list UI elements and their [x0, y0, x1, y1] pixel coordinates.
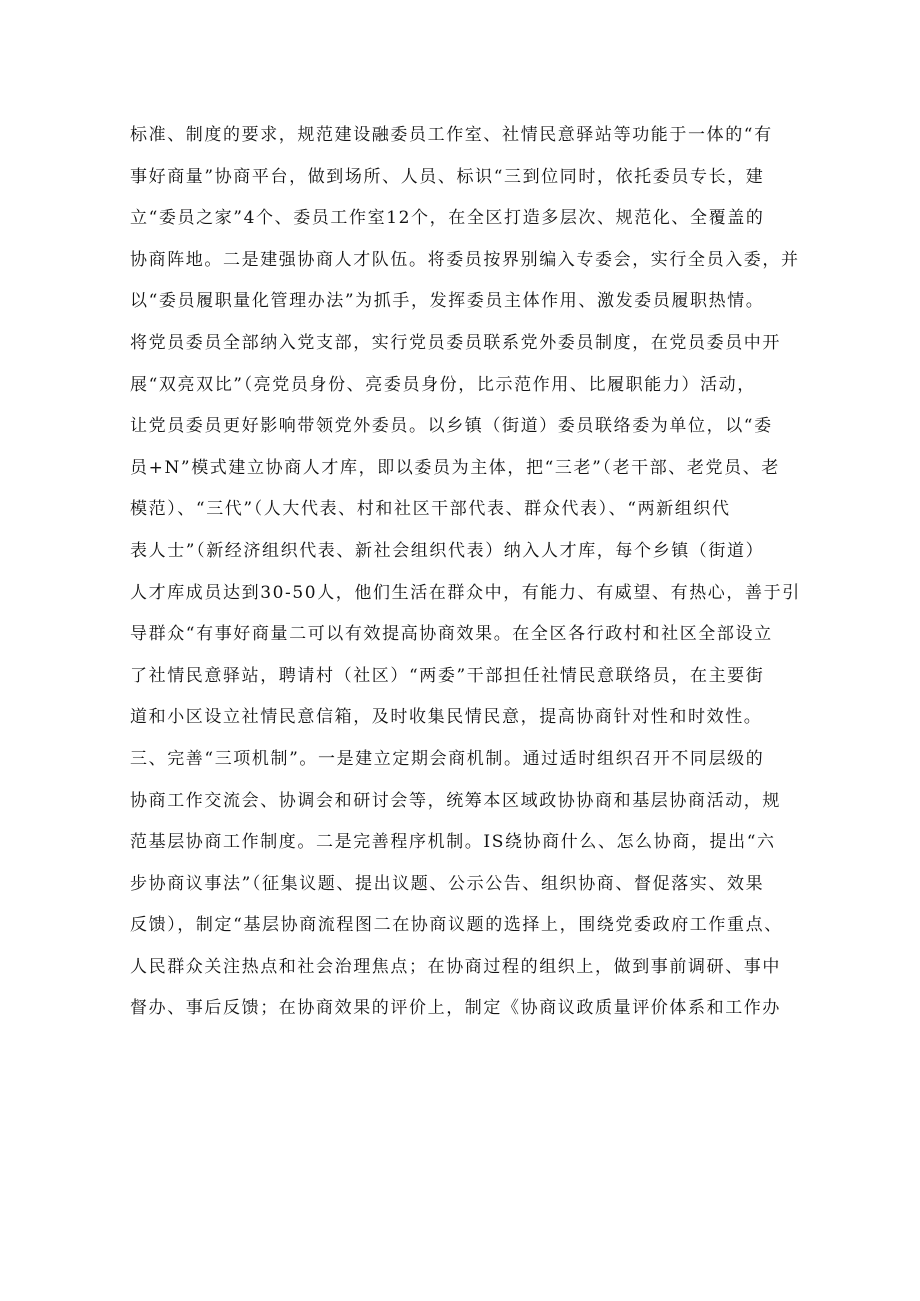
text-line: 事好商量”协商平台，做到场所、人员、标识“三到位同时，依托委员专长，建	[130, 166, 765, 187]
text-line: 了社情民意驿站，聘请村（社区）“两委”干部担任社情民意联络员，在主要街	[130, 665, 765, 686]
text-line: 反馈），制定“基层协商流程图二在协商议题的选择上，围绕党委政府工作重点、	[130, 915, 783, 936]
text-line: 人民群众关注热点和社会治理焦点；在协商过程的组织上，做到事前调研、事中	[130, 956, 781, 977]
text-line: 立“委员之家”4个、委员工作室12个，在全区打造多层次、规范化、全覆盖的	[130, 208, 765, 229]
text-line: 步协商议事法”（征集议题、提出议题、公示公告、组织协商、督促落实、效果	[130, 873, 765, 894]
text-line: 标准、制度的要求，规范建设融委员工作室、社情民意驿站等功能于一体的“有	[130, 125, 773, 145]
text-line: 员+N”模式建立协商人才库，即以委员为主体，把“三老”（老干部、老党员、老	[130, 457, 780, 478]
text-line: 协商阵地。二是建强协商人才队伍。将委员按界别编入专委会，实行全员入委，并	[130, 249, 800, 270]
text-line: 范基层协商工作制度。二是完善程序机制。IS绕协商什么、怎么协商，提出“六	[130, 832, 776, 853]
body-text	[130, 115, 810, 1030]
text-line: 表人士”（新经济组织代表、新社会组织代表）纳入人才库，每个乡镇（街道）	[130, 540, 765, 561]
text-line: 展“双亮双比”（亮党员身份、亮委员身份，比示范作用、比履职能力）活动，	[130, 374, 756, 395]
section-heading-line: 三、完善“三项机制”。一是建立定期会商机制。通过适时组织召开不同层级的	[130, 748, 765, 769]
text-line: 督办、事后反馈；在协商效果的评价上，制定《协商议政质量评价体系和工作办	[130, 998, 781, 1019]
text-line: 让党员委员更好影响带领党外委员。以乡镇（街道）委员联络委为单位，以“委	[130, 416, 773, 437]
text-line: 导群众“有事好商量二可以有效提高协商效果。在全区各行政村和社区全部设立	[130, 624, 773, 645]
text-line: 协商工作交流会、协调会和研讨会等，统筹本区域政协协商和基层协商活动，规	[130, 790, 781, 811]
text-line: 以“委员履职量化管理办法”为抓手，发挥委员主体作用、激发委员履职热情。	[130, 291, 765, 312]
text-line: 模范）、“三代”（人大代表、村和社区干部代表、群众代表）、“两新组织代	[130, 499, 731, 520]
text-line: 将党员委员全部纳入党支部，实行党员委员联系党外委员制度，在党员委员中开	[130, 332, 781, 353]
text-line: 人才库成员达到30-50人，他们生活在群众中，有能力、有威望、有热心，善于引	[130, 582, 801, 603]
text-line: 道和小区设立社情民意信箱，及时收集民情民意，提高协商针对性和时效性。	[130, 707, 763, 728]
